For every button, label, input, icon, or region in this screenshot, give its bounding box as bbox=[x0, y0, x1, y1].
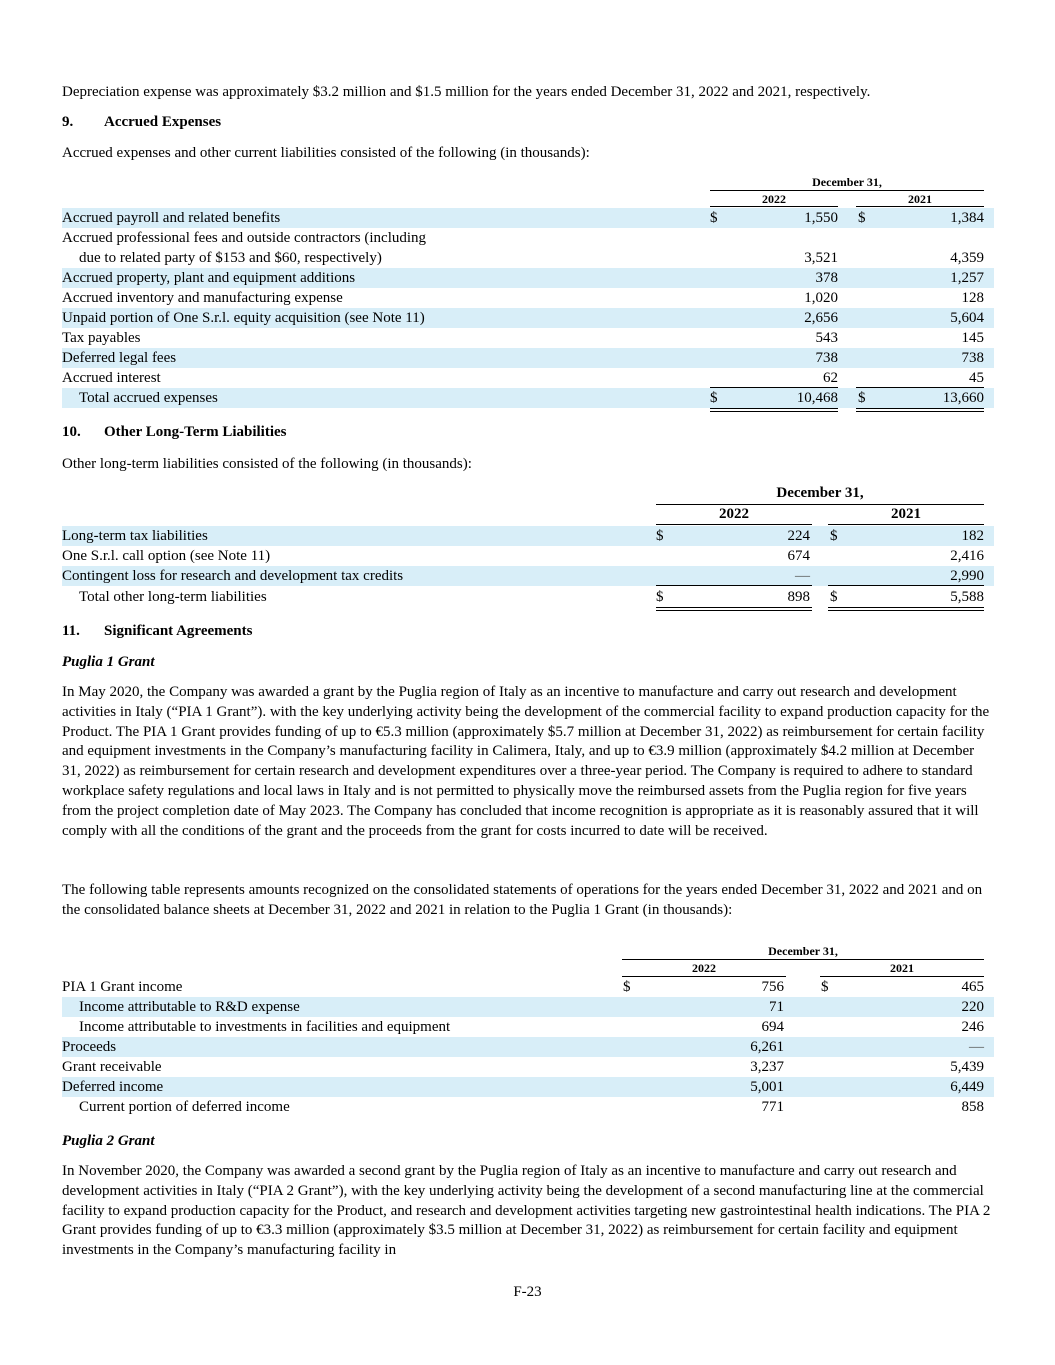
value-2022: 378 bbox=[815, 270, 838, 286]
col-2021-header: 2021 bbox=[890, 961, 914, 975]
value-2022: 543 bbox=[815, 330, 838, 346]
value-2022: 756 bbox=[761, 979, 784, 995]
table-row bbox=[62, 977, 994, 997]
value-2021: 858 bbox=[961, 1099, 984, 1115]
section-number: 10. bbox=[62, 424, 81, 440]
section-number: 9. bbox=[62, 114, 74, 130]
table-row bbox=[62, 546, 994, 566]
other-liabilities-description: Other long-term liabilities consisted of the following (in thousands): bbox=[62, 456, 472, 472]
value-2022: — bbox=[795, 568, 810, 584]
value-2022: 898 bbox=[787, 589, 810, 605]
currency-symbol: $ bbox=[656, 589, 664, 605]
value-2022: 1,550 bbox=[804, 210, 838, 226]
value-2021: 128 bbox=[961, 290, 984, 306]
row-label: Accrued payroll and related benefits bbox=[62, 210, 281, 226]
row-label: Current portion of deferred income bbox=[79, 1099, 290, 1115]
row-label: Income attributable to R&D expense bbox=[79, 999, 300, 1015]
value-2022: 5,001 bbox=[750, 1079, 784, 1095]
page-number: F-23 bbox=[513, 1284, 542, 1300]
table-row bbox=[62, 1037, 994, 1057]
period-header: December 31, bbox=[812, 175, 882, 189]
puglia-2-paragraph: In November 2020, the Company was awarded a second grant by the Puglia region of Italy as an incentive to manufacture and carry out research and development activities in Italy (“PIA 2 Grant”), with the key underlying activity being the development of a second manufacturing line at the commercial facility to expand production capacity for the Product, and research and development activities targeting new gastrointestinal health indications. The PIA 2 Grant provides funding of up to €3.3 million (approximately $3.5 million at December 31, 2022) as reimbursement for certain facility and equipment investments in the Company’s manufacturing facility in bbox=[62, 1163, 991, 1259]
value-2021: 5,439 bbox=[950, 1059, 984, 1075]
table-row bbox=[62, 368, 994, 388]
value-2021: 2,416 bbox=[950, 548, 984, 564]
row-label: Tax payables bbox=[62, 330, 141, 346]
section-10-heading bbox=[62, 424, 287, 441]
value-2022: 1,020 bbox=[804, 290, 838, 306]
section-title: Accrued Expenses bbox=[104, 114, 222, 130]
table-row bbox=[62, 328, 994, 348]
value-2022: 62 bbox=[823, 370, 838, 386]
currency-symbol: $ bbox=[830, 589, 838, 605]
puglia-1-heading: Puglia 1 Grant bbox=[62, 654, 155, 670]
row-label: Accrued inventory and manufacturing expense bbox=[62, 290, 343, 306]
value-2021: 182 bbox=[961, 528, 984, 544]
value-2021: 5,588 bbox=[950, 589, 984, 605]
value-2022: 3,521 bbox=[804, 250, 838, 266]
value-2022: 2,656 bbox=[804, 310, 838, 326]
total-row bbox=[62, 587, 994, 607]
value-2022: 738 bbox=[815, 350, 838, 366]
section-number: 11. bbox=[62, 623, 80, 639]
value-2022: 694 bbox=[761, 1019, 784, 1035]
currency-symbol: $ bbox=[656, 528, 664, 544]
value-2021: 465 bbox=[961, 979, 984, 995]
value-2021: 1,257 bbox=[950, 270, 984, 286]
row-label: Long-term tax liabilities bbox=[62, 528, 208, 544]
table-row bbox=[62, 308, 994, 328]
currency-symbol: $ bbox=[830, 528, 838, 544]
col-2022-header: 2022 bbox=[692, 961, 716, 975]
table-row bbox=[62, 348, 994, 368]
row-label-continued: due to related party of $153 and $60, respectively) bbox=[79, 250, 382, 266]
section-9-heading bbox=[62, 114, 221, 131]
section-11-heading bbox=[62, 623, 252, 640]
currency-symbol: $ bbox=[858, 390, 866, 406]
row-label: Proceeds bbox=[62, 1039, 117, 1055]
value-2022: 71 bbox=[769, 999, 784, 1015]
value-2021: 13,660 bbox=[942, 390, 984, 406]
table-row bbox=[62, 526, 994, 546]
value-2021: 145 bbox=[961, 330, 984, 346]
row-label: Contingent loss for research and development tax credits bbox=[62, 568, 404, 584]
value-2021: 2,990 bbox=[950, 568, 984, 584]
puglia-1-paragraph: In May 2020, the Company was awarded a grant by the Puglia region of Italy as an incentive to manufacture and carry out research and development activities in Italy (“PIA 1 Grant”). with the key underlying activity being the development of the commercial facility to expand production capacity for the Product. The PIA 1 Grant provides funding of up to €5.3 million (approximately $5.7 million at December 31, 2022) as reimbursement for certain facility and equipment investments in the Company’s manufacturing facility in Calimera, Italy, and up to €3.9 million (approximately $4.2 million at December 31, 2022) as reimbursement for certain research and development expenditures over a three-year period. The Company is required to adhere to standard workplace safety regulations and local laws in Italy and is not permitted to physically move the reimbursed assets from the Puglia region for five years from the project completion date of May 2023. The Company has concluded that income recognition is appropriate as it is reasonably assured that it will comply with all the conditions of the grant and the proceeds from the grant for costs incurred to date will be received. bbox=[62, 684, 990, 839]
total-row bbox=[62, 388, 994, 408]
currency-symbol: $ bbox=[858, 210, 866, 226]
table-row bbox=[62, 288, 994, 308]
currency-symbol: $ bbox=[710, 390, 718, 406]
value-2022: 3,237 bbox=[750, 1059, 784, 1075]
row-label: One S.r.l. call option (see Note 11) bbox=[62, 548, 271, 564]
value-2021: 738 bbox=[961, 350, 984, 366]
col-2022-header: 2022 bbox=[719, 506, 749, 522]
currency-symbol: $ bbox=[710, 210, 718, 226]
row-label: Accrued interest bbox=[62, 370, 161, 386]
table-row bbox=[62, 208, 994, 228]
value-2021: 246 bbox=[961, 1019, 984, 1035]
col-2021-header: 2021 bbox=[891, 506, 921, 522]
section-title: Significant Agreements bbox=[104, 623, 253, 639]
value-2021: 1,384 bbox=[950, 210, 984, 226]
period-header: December 31, bbox=[776, 485, 864, 501]
table-row bbox=[62, 1017, 994, 1037]
row-label: Total other long-term liabilities bbox=[79, 589, 267, 605]
col-2022-header: 2022 bbox=[762, 192, 786, 206]
row-label: Grant receivable bbox=[62, 1059, 162, 1075]
table-row bbox=[62, 268, 994, 288]
table-row bbox=[62, 228, 994, 248]
depreciation-paragraph: Depreciation expense was approximately $3.2 million and $1.5 million for the years ended December 31, 2022 and 2021, respectively. bbox=[62, 84, 871, 100]
row-label: Total accrued expenses bbox=[79, 390, 218, 406]
accrued-expenses-description: Accrued expenses and other current liabilities consisted of the following (in thousands): bbox=[62, 145, 590, 161]
currency-symbol: $ bbox=[821, 979, 829, 995]
value-2021: 6,449 bbox=[950, 1079, 984, 1095]
value-2021: 5,604 bbox=[950, 310, 984, 326]
col-2021-header: 2021 bbox=[908, 192, 932, 206]
value-2021: 220 bbox=[961, 999, 984, 1015]
row-label: Accrued professional fees and outside contractors (including bbox=[62, 230, 427, 246]
row-label: PIA 1 Grant income bbox=[62, 979, 183, 995]
table-row bbox=[62, 566, 994, 586]
row-label: Accrued property, plant and equipment additions bbox=[62, 270, 356, 286]
value-2021: 45 bbox=[969, 370, 984, 386]
row-label: Deferred income bbox=[62, 1079, 164, 1095]
puglia-2-heading: Puglia 2 Grant bbox=[62, 1133, 155, 1149]
row-label: Unpaid portion of One S.r.l. equity acquisition (see Note 11) bbox=[62, 310, 425, 326]
puglia-1-table-intro: The following table represents amounts recognized on the consolidated statements of operations for the years ended December 31, 2022 and 2021 and on the consolidated balance sheets at December 31, 2022 and 2021 in relation to the Puglia 1 Grant (in thousands): bbox=[62, 882, 983, 918]
row-label: Deferred legal fees bbox=[62, 350, 177, 366]
value-2022: 6,261 bbox=[750, 1039, 784, 1055]
value-2021: — bbox=[969, 1039, 984, 1055]
currency-symbol: $ bbox=[623, 979, 631, 995]
period-header: December 31, bbox=[768, 944, 838, 958]
value-2022: 224 bbox=[787, 528, 810, 544]
value-2022: 674 bbox=[787, 548, 810, 564]
table-row bbox=[62, 1097, 994, 1117]
value-2022: 10,468 bbox=[796, 390, 838, 406]
value-2021: 4,359 bbox=[950, 250, 984, 266]
section-title: Other Long-Term Liabilities bbox=[104, 424, 287, 440]
table-row bbox=[62, 997, 994, 1017]
value-2022: 771 bbox=[761, 1099, 784, 1115]
table-row bbox=[62, 1077, 994, 1097]
table-row bbox=[62, 248, 994, 268]
row-label: Income attributable to investments in facilities and equipment bbox=[79, 1019, 451, 1035]
table-row bbox=[62, 1057, 994, 1077]
